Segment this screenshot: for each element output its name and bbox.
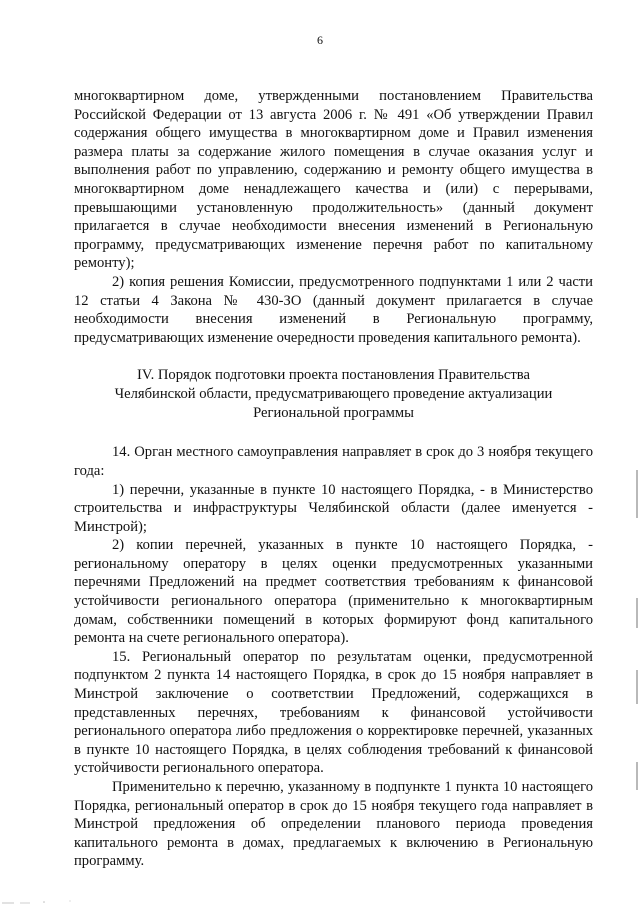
paragraph-14-item-1: 1) перечни, указанные в пункте 10 настоящего Порядка, - в Министерство строительства и инфраструктуры Челябинской области (далее именуется - Минстрой); — [74, 481, 593, 535]
paragraph-14-item-2: 2) копии перечней, указанных в пункте 10 настоящего Порядка, - региональному оператору в целях оценки предусмотренных указанными перечнями Предложений на предмет соответствия требованиям к финансовой устойчивости регионального оператора (применительно к многоквартирным домам, собственники помещений в которых формируют фонд капитального ремонта на счете регионального оператора). — [74, 537, 593, 647]
section-heading — [74, 366, 593, 423]
page-number: 6 — [317, 33, 323, 47]
scan-specks — [0, 897, 90, 905]
section-heading-line: Челябинской области, предусматривающего проведение актуализации — [114, 386, 553, 403]
paragraph-item-2: 2) копия решения Комиссии, предусмотренного подпунктами 1 или 2 части 12 статьи 4 Закона № 430-ЗО (данный документ прилагается в случае необходимости внесения изменений в Региональную программу, предусматривающих изменение очередности проведения капитального ремонта). — [74, 273, 593, 346]
paragraph-14: 14. Орган местного самоуправления направляет в срок до 3 ноября текущего года: — [74, 444, 593, 479]
scan-edge-mark — [636, 598, 638, 628]
scan-edge-mark — [636, 670, 638, 704]
document-body — [74, 87, 593, 871]
paragraph-15-continued: Применительно к перечню, указанному в подпункте 1 пункта 10 настоящего Порядка, региональный оператор в срок до 15 ноября текущего года направляет в Минстрой предложения об определении планового периода проведения капитального ремонта в домах, предлагаемых к включению в Региональную программу. — [74, 779, 593, 870]
paragraph-15: 15. Региональный оператор по результатам оценки, предусмотренной подпунктом 2 пункта 14 настоящего Порядка, в срок до 15 ноября направляет в Минстрой заключение о соответствии Предложений, содержащихся в представленных перечнях, требованиям к финансовой устойчивости регионального оператора либо предложения о корректировке перечней, указанных в пункте 10 настоящего Порядка, в целях соблюдения требований к финансовой устойчивости регионального оператора. — [74, 648, 593, 777]
paragraph-continuation: многоквартирном доме, утвержденными постановлением Правительства Российской Федерации от 13 августа 2006 г. № 491 «Об утверждении Правил содержания общего имущества в многоквартирном доме и Правил изменения размера платы за содержание жилого помещения в случае оказания услуг и выполнения работ по управлению, содержанию и ремонту общего имущества в многоквартирном доме ненадлежащего качества и (или) с перерывами, превышающими установленную продолжительность» (данный документ прилагается в случае необходимости внесения изменений в Региональную программу, предусматривающих изменение перечня работ по капитальному ремонту); — [74, 88, 593, 272]
scan-edge-mark — [636, 470, 638, 518]
section-heading-line: IV. Порядок подготовки проекта постановления Правительства — [137, 367, 530, 384]
scan-edge-mark — [636, 762, 638, 790]
section-heading-line: Региональной программы — [253, 405, 414, 422]
